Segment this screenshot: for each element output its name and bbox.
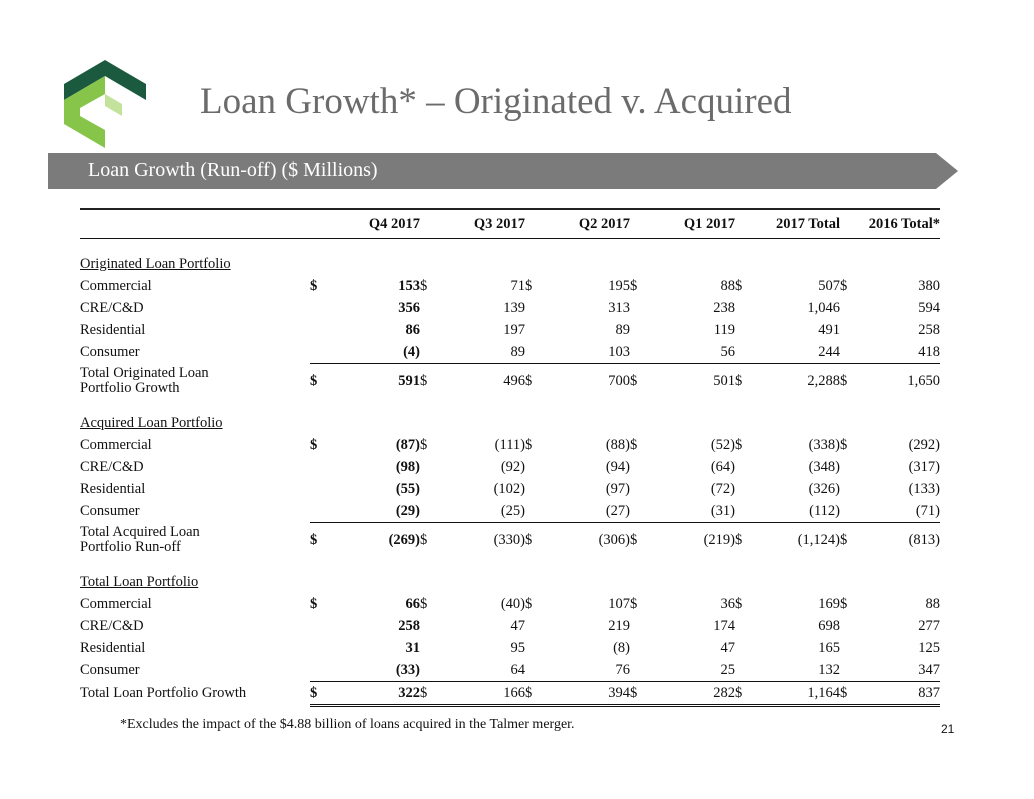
currency-symbol xyxy=(310,615,328,637)
column-header: 2017 Total xyxy=(735,209,840,239)
currency-symbol xyxy=(420,341,438,364)
table-row xyxy=(80,500,940,523)
footnote: *Excludes the impact of the $4.88 billion of loans acquired in the Talmer merger. xyxy=(120,717,575,732)
currency-symbol xyxy=(630,478,648,500)
value-cell: 700 xyxy=(608,372,630,389)
section-heading-row xyxy=(80,571,940,593)
currency-symbol xyxy=(420,659,438,682)
currency-symbol: $ xyxy=(735,682,753,706)
value-cell: (87) xyxy=(395,436,420,453)
value-cell: 698 xyxy=(818,617,840,634)
currency-symbol xyxy=(735,341,753,364)
currency-symbol: $ xyxy=(840,531,848,548)
table-row xyxy=(80,682,940,706)
currency-symbol xyxy=(420,615,438,637)
table-row xyxy=(80,593,940,615)
value-cell: (64) xyxy=(710,458,735,475)
value-cell: 313 xyxy=(608,299,630,316)
row-label: Residential xyxy=(80,480,146,497)
value-cell: 1,046 xyxy=(807,299,840,316)
row-label: CRE/C&D xyxy=(80,617,144,634)
table-row xyxy=(80,341,940,364)
value-cell: (219) xyxy=(703,531,735,548)
table-row xyxy=(80,523,940,558)
value-cell: (317) xyxy=(908,458,940,475)
currency-symbol xyxy=(840,319,858,341)
value-cell: (88) xyxy=(605,436,630,453)
value-cell: 47 xyxy=(510,617,525,634)
currency-symbol: $ xyxy=(525,531,533,548)
value-cell: 36 xyxy=(720,595,735,612)
row-label: Commercial xyxy=(80,436,152,453)
value-cell: 195 xyxy=(608,277,630,294)
value-cell: 277 xyxy=(918,617,940,634)
value-cell: (330) xyxy=(493,531,525,548)
currency-symbol: $ xyxy=(735,531,743,548)
table-row xyxy=(80,637,940,659)
value-cell: 418 xyxy=(858,341,940,364)
value-cell: 66 xyxy=(405,595,420,612)
value-cell: 47 xyxy=(720,639,735,656)
currency-symbol: $ xyxy=(310,277,318,294)
currency-symbol xyxy=(735,319,753,341)
value-cell: 139 xyxy=(503,299,525,316)
table-row xyxy=(80,364,940,399)
currency-symbol xyxy=(630,456,648,478)
currency-symbol: $ xyxy=(735,436,743,453)
value-cell: 56 xyxy=(648,341,735,364)
value-cell: 107 xyxy=(608,595,630,612)
row-label: Commercial xyxy=(80,277,152,294)
currency-symbol: $ xyxy=(310,436,318,453)
row-label: Consumer xyxy=(80,661,140,678)
value-cell: 356 xyxy=(398,299,420,316)
section-heading-row xyxy=(80,253,940,275)
column-header: Q4 2017 xyxy=(310,209,420,239)
value-cell: 2,288 xyxy=(807,372,840,389)
currency-symbol xyxy=(630,319,648,341)
value-cell: (98) xyxy=(395,458,420,475)
row-label: Residential xyxy=(80,321,146,338)
currency-symbol xyxy=(420,500,438,523)
value-cell: 380 xyxy=(918,277,940,294)
value-cell: (338) xyxy=(808,436,840,453)
currency-symbol xyxy=(840,297,858,319)
currency-symbol xyxy=(310,319,328,341)
currency-symbol xyxy=(420,297,438,319)
column-header-row xyxy=(80,209,940,239)
value-cell: (111) xyxy=(494,436,525,453)
currency-symbol xyxy=(630,659,648,682)
currency-symbol: $ xyxy=(420,682,438,706)
currency-symbol xyxy=(840,478,858,500)
row-label: Consumer xyxy=(80,343,140,360)
value-cell: 238 xyxy=(713,299,735,316)
currency-symbol xyxy=(840,637,858,659)
value-cell: (94) xyxy=(605,458,630,475)
value-cell: 31 xyxy=(405,639,420,656)
currency-symbol xyxy=(525,615,543,637)
row-label: Total Loan Portfolio Growth xyxy=(80,685,247,701)
currency-symbol xyxy=(735,456,753,478)
value-cell: 169 xyxy=(818,595,840,612)
section-heading: Acquired Loan Portfolio xyxy=(80,414,223,431)
currency-symbol: $ xyxy=(735,277,743,294)
value-cell: 166 xyxy=(438,682,525,706)
currency-symbol xyxy=(310,341,328,364)
section-heading: Originated Loan Portfolio xyxy=(80,255,231,272)
value-cell: 1,650 xyxy=(907,372,940,389)
row-label-line: Portfolio Run-off xyxy=(80,538,181,555)
value-cell: (33) xyxy=(328,659,420,682)
value-cell: (29) xyxy=(328,500,420,523)
value-cell: 197 xyxy=(503,321,525,338)
value-cell: 282 xyxy=(648,682,735,706)
value-cell: (31) xyxy=(648,500,735,523)
value-cell: (133) xyxy=(908,480,940,497)
page-number: 21 xyxy=(941,722,955,736)
currency-symbol: $ xyxy=(310,682,328,706)
value-cell: 501 xyxy=(713,372,735,389)
currency-symbol: $ xyxy=(525,436,533,453)
value-cell: 95 xyxy=(510,639,525,656)
row-label: Residential xyxy=(80,639,146,656)
currency-symbol xyxy=(840,615,858,637)
value-cell: (55) xyxy=(395,480,420,497)
table-row xyxy=(80,275,940,297)
currency-symbol: $ xyxy=(310,595,318,612)
currency-symbol xyxy=(310,456,328,478)
currency-symbol xyxy=(310,500,328,523)
value-cell: (92) xyxy=(500,458,525,475)
currency-symbol: $ xyxy=(630,372,638,389)
currency-symbol: $ xyxy=(525,277,533,294)
currency-symbol: $ xyxy=(525,682,543,706)
row-label-line: Total Originated Loan xyxy=(80,364,209,381)
currency-symbol xyxy=(420,637,438,659)
currency-symbol xyxy=(630,341,648,364)
currency-symbol: $ xyxy=(525,372,533,389)
currency-symbol xyxy=(735,615,753,637)
currency-symbol: $ xyxy=(840,436,848,453)
currency-symbol xyxy=(420,456,438,478)
banner-title: Loan Growth (Run-off) ($ Millions) xyxy=(88,159,378,181)
column-header: 2016 Total* xyxy=(840,209,940,239)
currency-symbol: $ xyxy=(420,595,428,612)
value-cell: 244 xyxy=(753,341,840,364)
value-cell: 88 xyxy=(925,595,940,612)
currency-symbol xyxy=(735,637,753,659)
value-cell: (25) xyxy=(438,500,525,523)
table-row xyxy=(80,478,940,500)
value-cell: (813) xyxy=(908,531,940,548)
currency-symbol xyxy=(735,478,753,500)
value-cell: 491 xyxy=(818,321,840,338)
section-heading: Total Loan Portfolio xyxy=(80,573,199,590)
value-cell: (27) xyxy=(543,500,630,523)
currency-symbol: $ xyxy=(630,277,638,294)
currency-symbol xyxy=(525,659,543,682)
currency-symbol: $ xyxy=(630,595,638,612)
company-logo xyxy=(56,54,154,148)
value-cell: 89 xyxy=(615,321,630,338)
value-cell: (52) xyxy=(710,436,735,453)
currency-symbol: $ xyxy=(735,372,743,389)
currency-symbol xyxy=(310,637,328,659)
value-cell: (112) xyxy=(753,500,840,523)
loan-growth-table xyxy=(80,208,940,707)
value-cell: 76 xyxy=(543,659,630,682)
table-row xyxy=(80,434,940,456)
value-cell: (306) xyxy=(598,531,630,548)
currency-symbol xyxy=(525,319,543,341)
currency-symbol: $ xyxy=(420,436,428,453)
value-cell: (4) xyxy=(328,341,420,364)
currency-symbol xyxy=(525,500,543,523)
value-cell: (40) xyxy=(500,595,525,612)
value-cell: (1,124) xyxy=(797,531,840,548)
table-row xyxy=(80,297,940,319)
row-label: Consumer xyxy=(80,502,140,519)
value-cell: 258 xyxy=(398,617,420,634)
value-cell: 1,164 xyxy=(753,682,840,706)
currency-symbol xyxy=(840,456,858,478)
value-cell: 25 xyxy=(648,659,735,682)
value-cell: (72) xyxy=(710,480,735,497)
currency-symbol xyxy=(525,637,543,659)
currency-symbol xyxy=(310,478,328,500)
row-label: Commercial xyxy=(80,595,152,612)
value-cell: 86 xyxy=(405,321,420,338)
currency-symbol: $ xyxy=(310,372,318,389)
currency-symbol: $ xyxy=(420,277,428,294)
table-body xyxy=(80,239,940,706)
page-title: Loan Growth* – Originated v. Acquired xyxy=(200,81,792,122)
value-cell: 594 xyxy=(918,299,940,316)
value-cell: 88 xyxy=(720,277,735,294)
currency-symbol: $ xyxy=(630,436,638,453)
currency-symbol xyxy=(630,500,648,523)
value-cell: (326) xyxy=(808,480,840,497)
currency-symbol xyxy=(420,478,438,500)
value-cell: (102) xyxy=(493,480,525,497)
value-cell: 153 xyxy=(398,277,420,294)
currency-symbol: $ xyxy=(840,277,848,294)
value-cell: 165 xyxy=(818,639,840,656)
currency-symbol xyxy=(310,659,328,682)
table-row xyxy=(80,319,940,341)
currency-symbol: $ xyxy=(525,595,533,612)
currency-symbol xyxy=(630,637,648,659)
currency-symbol xyxy=(525,297,543,319)
section-banner xyxy=(48,153,958,189)
currency-symbol xyxy=(630,297,648,319)
row-label: CRE/C&D xyxy=(80,299,144,316)
value-cell: 174 xyxy=(713,617,735,634)
table-row xyxy=(80,659,940,682)
row-label xyxy=(80,364,310,399)
column-header: Q2 2017 xyxy=(525,209,630,239)
currency-symbol xyxy=(735,297,753,319)
section-heading-row xyxy=(80,412,940,434)
value-cell: 591 xyxy=(398,372,420,389)
value-cell: 258 xyxy=(918,321,940,338)
value-cell: 507 xyxy=(818,277,840,294)
currency-symbol: $ xyxy=(420,372,428,389)
currency-symbol xyxy=(840,659,858,682)
currency-symbol: $ xyxy=(840,682,858,706)
row-label-line: Portfolio Growth xyxy=(80,379,180,396)
value-cell: 496 xyxy=(503,372,525,389)
value-cell: 837 xyxy=(858,682,940,706)
value-cell: 219 xyxy=(608,617,630,634)
value-cell: (8) xyxy=(613,639,630,656)
value-cell: 89 xyxy=(438,341,525,364)
currency-symbol xyxy=(840,341,858,364)
value-cell: 125 xyxy=(918,639,940,656)
value-cell: 103 xyxy=(543,341,630,364)
value-cell: (71) xyxy=(858,500,940,523)
value-cell: 71 xyxy=(510,277,525,294)
value-cell: (269) xyxy=(388,531,420,548)
value-cell: 132 xyxy=(753,659,840,682)
column-header: Q3 2017 xyxy=(420,209,525,239)
column-header: Q1 2017 xyxy=(630,209,735,239)
value-cell: 347 xyxy=(858,659,940,682)
value-cell: (348) xyxy=(808,458,840,475)
currency-symbol: $ xyxy=(310,531,318,548)
value-cell: 64 xyxy=(438,659,525,682)
row-label xyxy=(80,523,310,558)
currency-symbol xyxy=(310,297,328,319)
value-cell: 119 xyxy=(713,321,735,338)
value-cell: (97) xyxy=(605,480,630,497)
currency-symbol xyxy=(525,478,543,500)
currency-symbol xyxy=(735,659,753,682)
currency-symbol xyxy=(630,615,648,637)
table-row xyxy=(80,615,940,637)
currency-symbol xyxy=(525,341,543,364)
currency-symbol xyxy=(420,319,438,341)
currency-symbol xyxy=(840,500,858,523)
currency-symbol: $ xyxy=(840,372,848,389)
row-label-line: Total Acquired Loan xyxy=(80,523,200,540)
currency-symbol: $ xyxy=(735,595,743,612)
currency-symbol: $ xyxy=(630,682,648,706)
currency-symbol: $ xyxy=(630,531,638,548)
currency-symbol xyxy=(735,500,753,523)
value-cell: 322 xyxy=(328,682,420,706)
table-row xyxy=(80,456,940,478)
currency-symbol: $ xyxy=(420,531,428,548)
currency-symbol: $ xyxy=(840,595,848,612)
value-cell: 394 xyxy=(543,682,630,706)
value-cell: (292) xyxy=(908,436,940,453)
currency-symbol xyxy=(525,456,543,478)
row-label: CRE/C&D xyxy=(80,458,144,475)
